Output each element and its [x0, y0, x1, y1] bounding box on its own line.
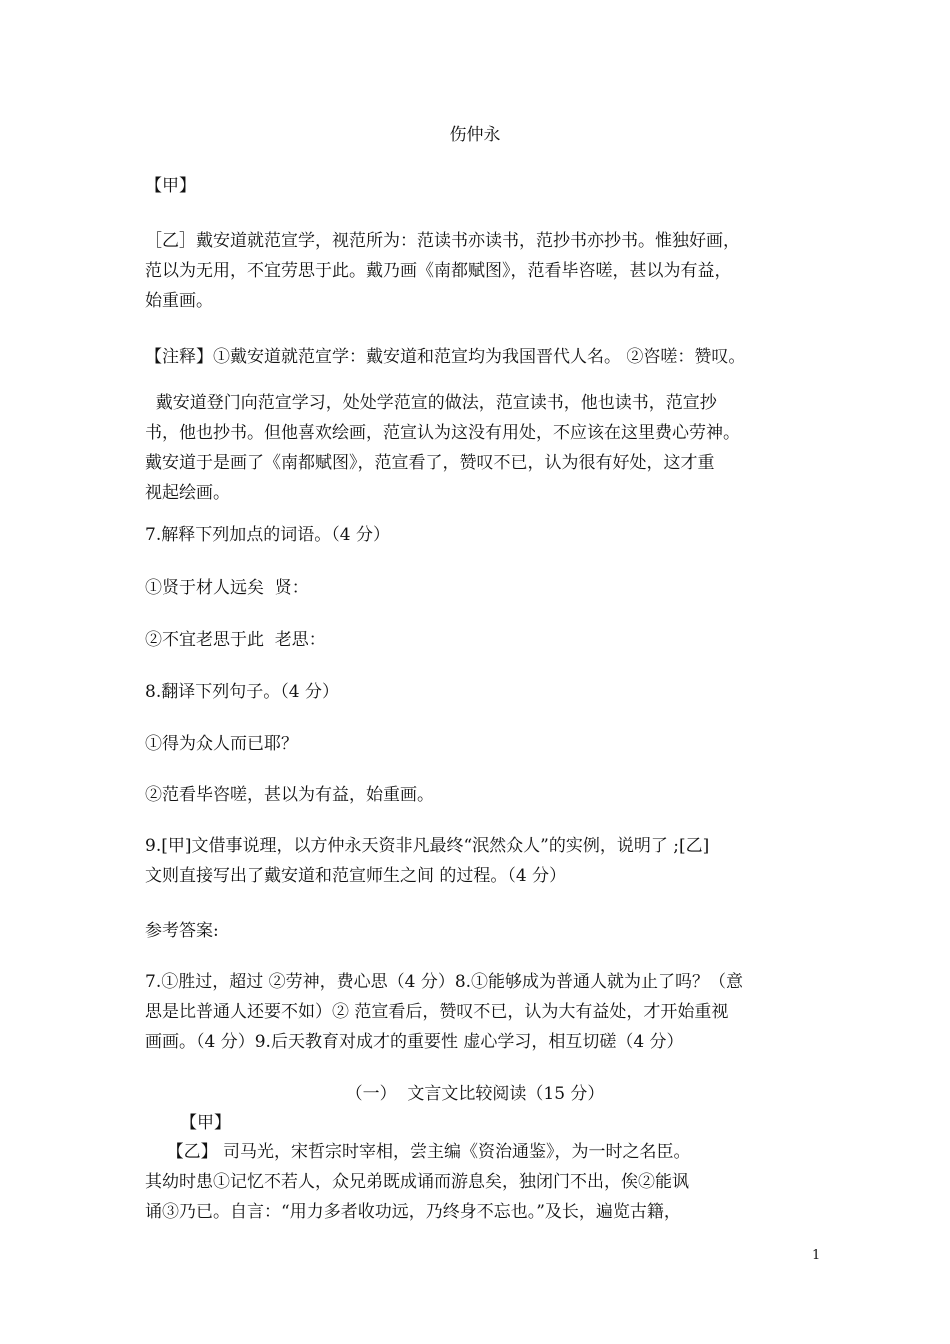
answer-line: 7.①胜过，超过 ②劳神，费心思（4 分）8.①能够成为普通人就为止了吗？（意: [145, 972, 744, 992]
question-9-line: 文则直接写出了戴安道和范宣师生之间 的过程。（4 分）: [145, 866, 567, 886]
question-7-item-2: ②不宜老思于此 老思：: [145, 630, 326, 650]
question-7-item-1: ①贤于材人远矣 贤：: [145, 578, 309, 598]
jia-label-1: 【甲】: [145, 176, 196, 196]
jia-label-2: 【甲】: [180, 1113, 231, 1133]
yi-passage-1-line: ［乙］戴安道就范宣学，视范所为：范读书亦读书，范抄书亦抄书。惟独好画，: [145, 231, 740, 251]
translation-paragraph: [145, 388, 810, 508]
answer-line: 思是比普通人还要不如）② 范宣看后，赞叹不已，认为大有益处，才开始重视: [145, 1002, 729, 1022]
translation-line: 戴安道于是画了《南都赋图》，范宣看了，赞叹不已，认为很有好处，这才重: [145, 453, 715, 473]
yi-passage-1-line: 始重画。: [145, 291, 213, 311]
yi-passage-2-line: 【乙】 司马光，宋哲宗时宰相，尝主编《资治通鉴》，为一时之名臣。: [145, 1142, 691, 1162]
section-title: （一） 文言文比较阅读（15 分）: [345, 1084, 605, 1104]
question-8-item-1: ①得为众人而已耶？: [145, 734, 298, 754]
question-8-item-2: ②范看毕咨嗟，甚以为有益，始重画。: [145, 785, 434, 805]
yi-passage-1: [145, 226, 810, 316]
yi-passage-2-line: 其幼时患①记忆不若人，众兄弟既成诵而游息矣，独闭门不出，俟②能讽: [145, 1172, 689, 1192]
answers-paragraph: [145, 967, 810, 1057]
yi-passage-1-line: 范以为无用，不宜劳思于此。戴乃画《南都赋图》，范看毕咨嗟，甚以为有益，: [145, 261, 732, 281]
answer-line: 画画。（4 分）9.后天教育对成才的重要性 虚心学习，相互切磋（4 分）: [145, 1032, 684, 1052]
translation-line: 戴安道登门向范宣学习，处处学范宣的做法，范宣读书，他也读书，范宣抄: [145, 393, 717, 413]
yi-passage-2-line: 诵③乃已。自言：“用力多者收功远，乃终身不忘也。”及长，遍览古籍，: [145, 1202, 681, 1222]
question-9-line: 9.[甲]文借事说理，以方仲永天资非凡最终“泯然众人”的实例，说明了 ;[乙]: [145, 836, 710, 856]
translation-line: 视起绘画。: [145, 483, 230, 503]
question-9: [145, 831, 810, 891]
page-title: 伤仲永: [449, 125, 501, 145]
page-number: 1: [812, 1248, 821, 1263]
translation-line: 书，他也抄书。但他喜欢绘画，范宣认为这没有用处，不应该在这里费心劳神。: [145, 423, 740, 443]
yi-passage-2: [145, 1137, 810, 1227]
question-8: 8.翻译下列句子。（4 分）: [145, 682, 339, 702]
answer-label: 参考答案:: [145, 921, 219, 941]
question-7: 7.解释下列加点的词语。（4 分）: [145, 525, 390, 545]
annotation-note: 【注释】①戴安道就范宣学：戴安道和范宣均为我国晋代人名。 ②咨嗟：赞叹。: [145, 347, 746, 367]
